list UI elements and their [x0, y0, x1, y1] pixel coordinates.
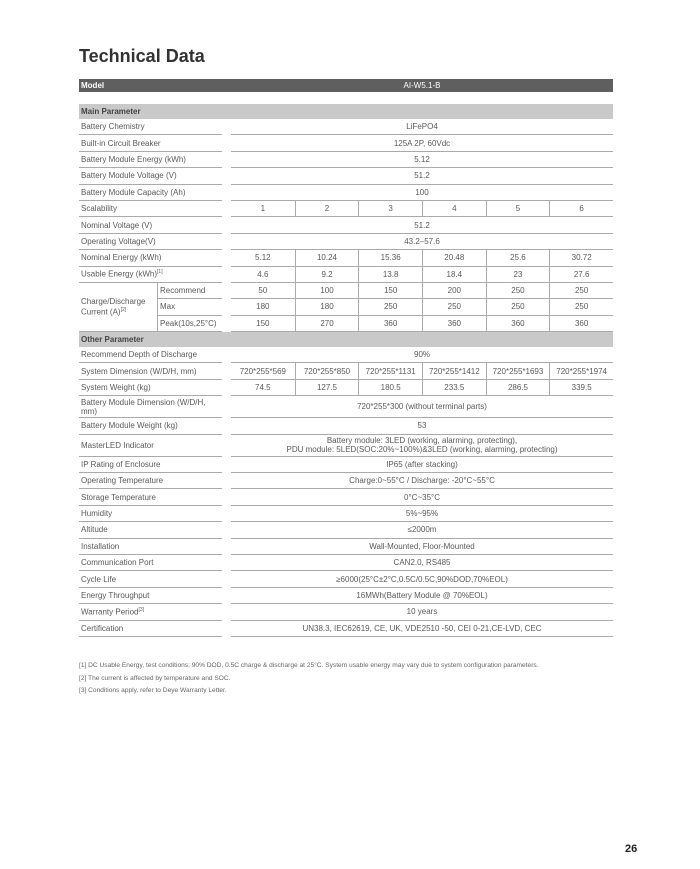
- value-cell: 53: [231, 418, 613, 434]
- value-cell: 360: [422, 316, 486, 332]
- value-cell: 18.4: [422, 267, 486, 283]
- row-label-text: Nominal Voltage (V): [81, 220, 153, 230]
- gap-cell: [222, 506, 231, 522]
- row-label: [79, 418, 222, 434]
- value-cell: 74.5: [231, 380, 295, 396]
- row-label: [79, 435, 222, 457]
- table-row: [79, 185, 613, 201]
- model-row: [79, 79, 613, 92]
- table-row: [79, 380, 613, 396]
- gap-cell: [222, 152, 231, 168]
- value-cell: 16MWh(Battery Module @ 70%EOL): [231, 588, 613, 604]
- section-header: [79, 104, 613, 119]
- sub-label: Recommend: [158, 283, 222, 299]
- table-row: [79, 522, 613, 538]
- row-label-text: Battery Module Weight (kg): [81, 421, 178, 431]
- table-row: [79, 588, 613, 604]
- technical-data-table: [79, 79, 613, 637]
- value-cell: 250: [486, 283, 550, 299]
- table-row: [79, 457, 613, 473]
- footnote: [1] DC Usable Energy, test conditions: 90% DOD, 0.5C charge & discharge at 25°C. System usable energy may vary due to system configuration parameters.: [79, 662, 539, 669]
- footnote-ref: [3]: [138, 607, 145, 614]
- value-line: Battery module: 3LED (working, alarming, protecting),: [326, 436, 518, 446]
- value-cell: 100: [295, 283, 359, 299]
- gap-cell: [222, 135, 231, 151]
- row-label: [79, 168, 222, 184]
- value-cell: 27.6: [549, 267, 613, 283]
- row-label: [79, 621, 222, 637]
- gap-cell: [222, 234, 231, 250]
- value-cell: 150: [358, 283, 422, 299]
- value-cell: 0°C~35°C: [231, 489, 613, 505]
- value-cell: 5.12: [231, 152, 613, 168]
- row-label-text: System Dimension (W/D/H, mm): [81, 366, 197, 376]
- row-label-text: Humidity: [81, 509, 113, 518]
- value-cell: 15.36: [358, 250, 422, 266]
- row-label-text: Energy Throughput: [81, 590, 150, 600]
- row-label-text: Communication Port: [81, 558, 154, 568]
- value-cell: 25.6: [486, 250, 550, 266]
- row-label: [79, 217, 222, 233]
- group-label-text: Charge/Discharge Current (A): [81, 297, 146, 317]
- value-cell: 5: [486, 201, 550, 217]
- row-label-text: Altitude: [81, 525, 108, 535]
- value-cell: 5.12: [231, 250, 295, 266]
- gap-cell: [222, 119, 231, 135]
- value-cell: Charge:0~55°C / Discharge: -20°C~55°C: [231, 473, 613, 489]
- value-cell: 720*255*850: [295, 363, 359, 379]
- value-cell: 50: [231, 283, 295, 299]
- value-cell: 51.2: [231, 168, 613, 184]
- value-cell: 360: [486, 316, 550, 332]
- table-row: [79, 418, 613, 434]
- value-cell: 10 years: [231, 604, 613, 620]
- row-label: [79, 506, 222, 522]
- table-row: [79, 201, 613, 217]
- value-cell: 720*255*1412: [422, 363, 486, 379]
- gap-cell: [222, 435, 231, 457]
- row-label: [79, 135, 222, 151]
- row-label-text: Built-in Circuit Breaker: [81, 138, 161, 148]
- value-cell: 250: [422, 299, 486, 315]
- table-row: [79, 555, 613, 571]
- row-label-text: Warranty Period: [81, 607, 139, 617]
- gap-cell: [222, 168, 231, 184]
- row-label: [79, 201, 222, 217]
- section-title: Other Parameter: [79, 332, 613, 347]
- table-row: [79, 152, 613, 168]
- value-cell: 10.24: [295, 250, 359, 266]
- gap-cell: [222, 250, 231, 266]
- value-cell: 9.2: [295, 267, 359, 283]
- table-row: [79, 119, 613, 135]
- row-label: [79, 522, 222, 538]
- gap-cell: [222, 201, 231, 217]
- value-cell: 51.2: [231, 217, 613, 233]
- section-title: Main Parameter: [79, 104, 613, 119]
- row-label-text: Usable Energy (kWh): [81, 270, 158, 280]
- value-cell: IP65 (after stacking): [231, 457, 613, 473]
- value-cell: 4: [422, 201, 486, 217]
- table-row: [79, 571, 613, 587]
- footnote: [3] Conditions apply, refer to Deye Warranty Letter.: [79, 687, 227, 694]
- row-label: [79, 604, 222, 620]
- row-label-text: Nominal Energy (kWh): [81, 253, 162, 263]
- gap-cell: [222, 418, 231, 434]
- gap-cell: [222, 396, 231, 418]
- row-label-text: Certification: [81, 623, 124, 633]
- table-row: [79, 621, 613, 637]
- value-cell: 250: [358, 299, 422, 315]
- value-cell: 90%: [231, 347, 613, 363]
- footnote: [2] The current is affected by temperature and SOC.: [79, 674, 231, 682]
- table-row: [79, 217, 613, 233]
- table-row: [79, 250, 613, 266]
- row-label-text: Storage Temperature: [81, 492, 157, 502]
- row-label: [79, 347, 222, 363]
- value-cell: CAN2.0, RS485: [231, 555, 613, 571]
- footnote-ref: [2]: [120, 307, 127, 314]
- value-cell: 150: [231, 316, 295, 332]
- gap-cell: [222, 571, 231, 587]
- row-label: [79, 489, 222, 505]
- model-label: Model: [79, 79, 222, 92]
- row-label: [79, 185, 222, 201]
- value-cell: 125A 2P, 60Vdc: [231, 135, 613, 151]
- value-cell: 13.8: [358, 267, 422, 283]
- gap-cell: [222, 489, 231, 505]
- value-cell: 100: [231, 185, 613, 201]
- gap-cell: [222, 457, 231, 473]
- value-cell: 720*255*569: [231, 363, 295, 379]
- page-number: 26: [625, 843, 638, 855]
- row-label: [79, 234, 222, 250]
- value-cell: 250: [486, 299, 550, 315]
- table-row: [79, 267, 613, 283]
- value-cell: 286.5: [486, 380, 550, 396]
- row-label: [79, 250, 222, 266]
- value-cell: 720*255*1131: [358, 363, 422, 379]
- row-label-text: Battery Chemistry: [81, 122, 145, 132]
- row-label: [79, 555, 222, 571]
- group-label: [79, 283, 158, 332]
- value-cell: 180: [231, 299, 295, 315]
- row-label: [79, 457, 222, 473]
- value-cell: 5%~95%: [231, 506, 613, 522]
- table-row: [79, 604, 613, 620]
- value-cell: 1: [231, 201, 295, 217]
- gap-cell: [222, 363, 231, 379]
- row-label: [79, 267, 222, 283]
- gap-cell: [222, 185, 231, 201]
- row-label-text: Recommend Depth of Discharge: [81, 350, 198, 360]
- value-line: PDU module: 5LED(SOC:20%~100%)&3LED (working, alarming, protecting): [286, 445, 558, 455]
- row-label: [79, 588, 222, 604]
- gap-cell: [222, 217, 231, 233]
- value-cell: [231, 435, 613, 457]
- value-cell: 180.5: [358, 380, 422, 396]
- row-label: [79, 119, 222, 135]
- value-cell: 360: [358, 316, 422, 332]
- table-row: [79, 316, 613, 332]
- value-cell: 233.5: [422, 380, 486, 396]
- row-label-text: Battery Module Energy (kWh): [81, 154, 186, 164]
- gap-cell: [222, 621, 231, 637]
- table-row: [79, 168, 613, 184]
- value-cell: 3: [358, 201, 422, 217]
- row-label: [79, 539, 222, 555]
- gap-cell: [222, 604, 231, 620]
- row-label-text: Operating Temperature: [81, 476, 164, 486]
- gap-cell: [222, 283, 231, 299]
- row-label: [79, 380, 222, 396]
- gap-cell: [222, 555, 231, 571]
- value-cell: 4.6: [231, 267, 295, 283]
- gap-cell: [222, 473, 231, 489]
- row-label-text: Cycle Life: [81, 574, 117, 584]
- value-cell: 339.5: [549, 380, 613, 396]
- value-cell: 20.48: [422, 250, 486, 266]
- footnotes: [79, 660, 539, 698]
- value-cell: 6: [549, 201, 613, 217]
- table-row: [79, 234, 613, 250]
- gap-cell: [222, 539, 231, 555]
- row-label-text: Scalability: [81, 204, 118, 214]
- value-cell: 200: [422, 283, 486, 299]
- table-row: [79, 506, 613, 522]
- sub-label: Peak(10s,25°C): [158, 316, 222, 332]
- gap-cell: [222, 267, 231, 283]
- row-label-text: Battery Module Capacity (Ah): [81, 187, 186, 197]
- row-label-text: Operating Voltage(V): [81, 236, 156, 246]
- table-row: [79, 135, 613, 151]
- gap-cell: [222, 522, 231, 538]
- spacer: [79, 92, 613, 104]
- row-label: [79, 363, 222, 379]
- gap-cell: [222, 316, 231, 332]
- row-label: [79, 571, 222, 587]
- table-row: [79, 347, 613, 363]
- value-cell: 720*255*1974: [549, 363, 613, 379]
- value-cell: 250: [549, 299, 613, 315]
- section-header: [79, 332, 613, 347]
- row-label-text: IP Rating of Enclosure: [81, 459, 161, 469]
- table-row: [79, 435, 613, 457]
- row-label-text: Installation: [81, 541, 120, 551]
- value-cell: 23: [486, 267, 550, 283]
- row-label-text: Battery Module Dimension (W/D/H, mm): [81, 397, 206, 416]
- row-label-text: MasterLED Indicator: [81, 440, 154, 450]
- value-cell: 43.2–57.6: [231, 234, 613, 250]
- gap-cell: [222, 380, 231, 396]
- value-cell: ≤2000m: [231, 522, 613, 538]
- value-cell: 2: [295, 201, 359, 217]
- value-cell: Wall-Mounted, Floor-Mounted: [231, 539, 613, 555]
- table-row: [79, 283, 613, 299]
- page-title: Technical Data: [79, 46, 205, 66]
- value-cell: 360: [549, 316, 613, 332]
- value-cell: 250: [549, 283, 613, 299]
- row-label: [79, 396, 222, 418]
- value-cell: UN38.3, IEC62619, CE, UK, VDE2510 -50, CEI 0-21,CE-LVD, CEC: [231, 621, 613, 637]
- value-cell: 30.72: [549, 250, 613, 266]
- table-row: [79, 539, 613, 555]
- value-cell: LiFePO4: [231, 119, 613, 135]
- value-cell: ≥6000(25°C±2°C,0.5C/0.5C,90%DOD,70%EOL): [231, 571, 613, 587]
- sub-label: Max: [158, 299, 222, 315]
- table-row: [79, 363, 613, 379]
- table-row: [79, 396, 613, 418]
- footnote-ref: [1]: [157, 269, 163, 276]
- value-cell: 270: [295, 316, 359, 332]
- gap-cell: [222, 588, 231, 604]
- value-cell: 127.5: [295, 380, 359, 396]
- value-cell: 720*255*1693: [486, 363, 550, 379]
- row-label: [79, 152, 222, 168]
- row-label-text: System Weight (kg): [81, 383, 151, 393]
- gap-cell: [222, 347, 231, 363]
- table-row: [79, 489, 613, 505]
- value-cell: 180: [295, 299, 359, 315]
- row-label: [79, 473, 222, 489]
- gap-cell: [222, 299, 231, 315]
- table-row: [79, 299, 613, 315]
- value-cell: 720*255*300 (without terminal parts): [231, 396, 613, 418]
- model-value: AI-W5.1-B: [231, 79, 613, 92]
- row-label-text: Battery Module Voltage (V): [81, 171, 177, 181]
- table-row: [79, 473, 613, 489]
